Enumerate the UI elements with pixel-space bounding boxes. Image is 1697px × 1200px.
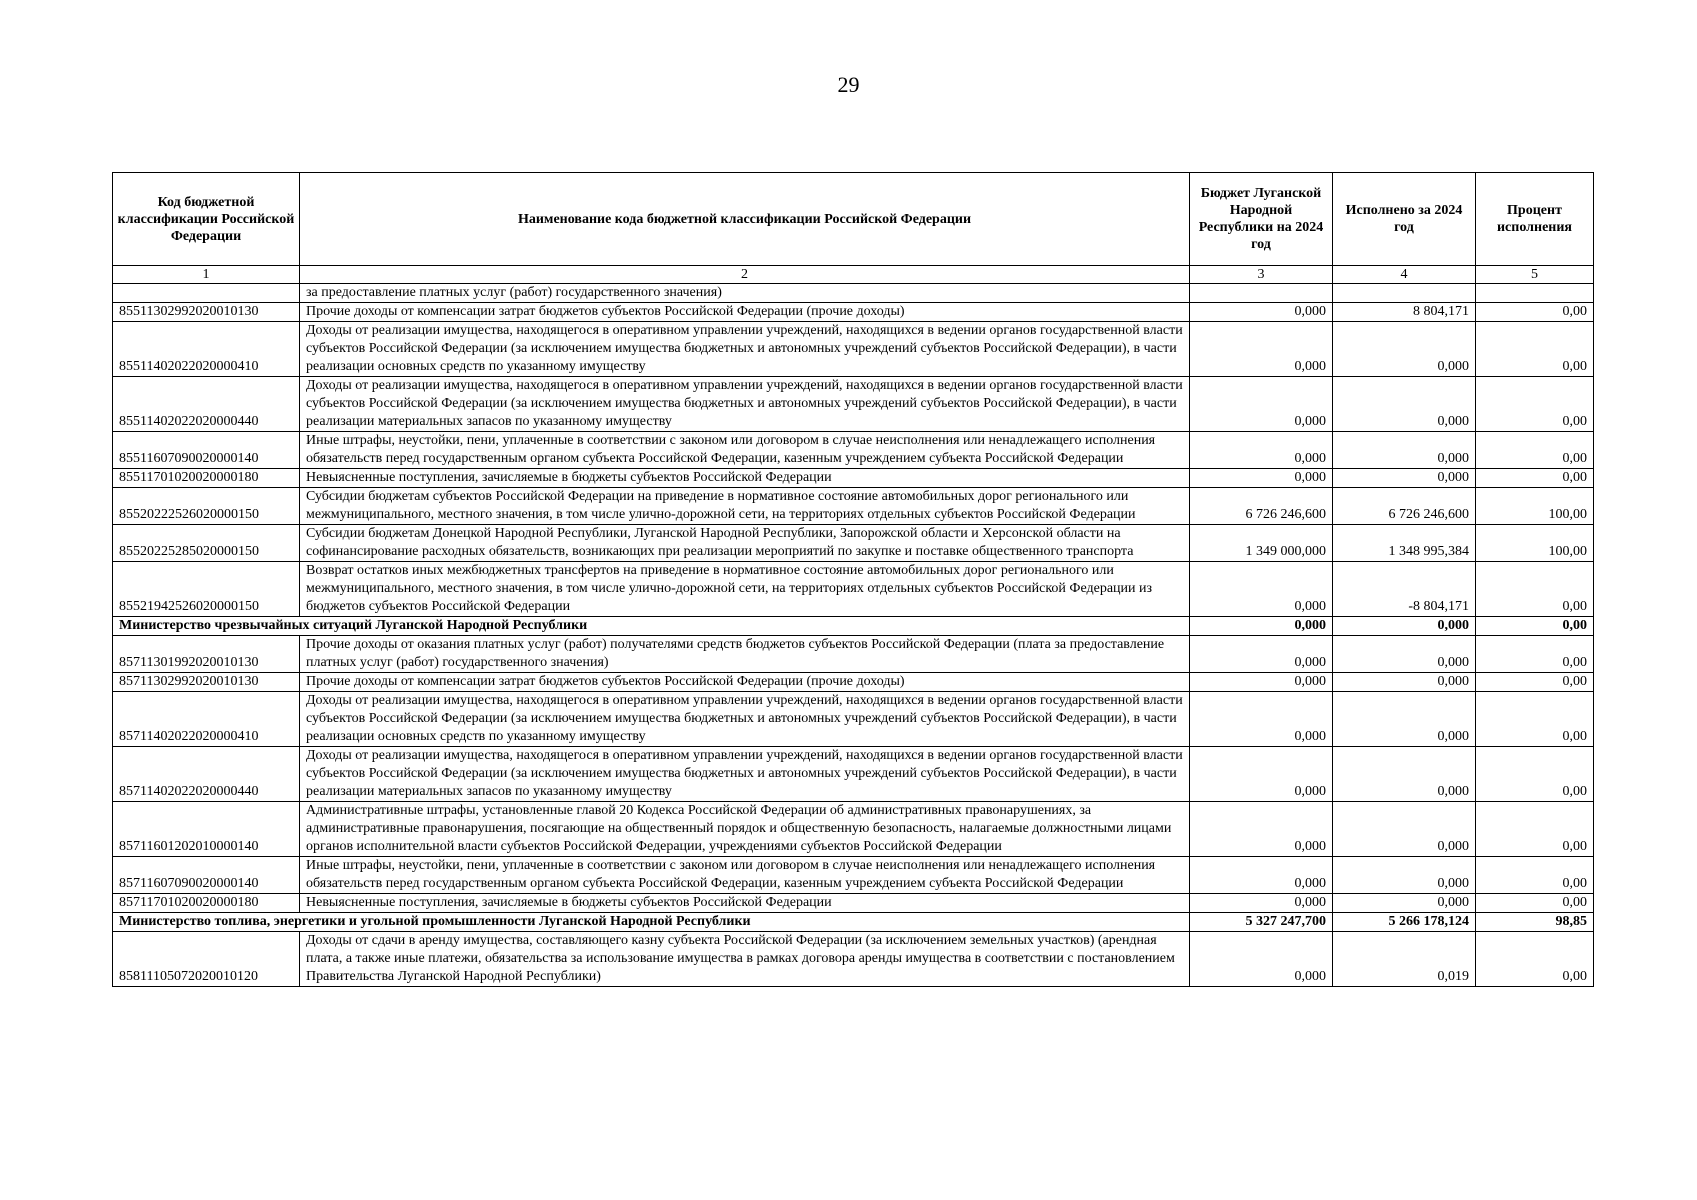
column-number: 1 [113, 266, 300, 284]
table-row [113, 636, 1594, 673]
name-cell: Иные штрафы, неустойки, пени, уплаченные в соответствии с законом или договором в случае неисполнения или ненадлежащего исполнения обязательств перед государственным органом субъекта Российской Федерации, казенным учреждением субъекта Российской Федерации [300, 857, 1190, 894]
column-number-row [113, 266, 1594, 284]
code-cell: 85511302992020010130 [113, 303, 300, 322]
percent-cell: 0,00 [1476, 673, 1594, 692]
executed-cell: 0,000 [1333, 636, 1476, 673]
column-number: 2 [300, 266, 1190, 284]
table-header-row [113, 173, 1594, 266]
table-row [113, 488, 1594, 525]
budget-cell: 0,000 [1190, 673, 1333, 692]
budget-cell: 0,000 [1190, 747, 1333, 802]
budget-cell: 0,000 [1190, 322, 1333, 377]
budget-cell: 1 349 000,000 [1190, 525, 1333, 562]
percent-cell: 0,00 [1476, 857, 1594, 894]
executed-cell: 0,000 [1333, 377, 1476, 432]
percent-cell: 0,00 [1476, 894, 1594, 913]
ministry-name-cell: Министерство топлива, энергетики и угольной промышленности Луганской Народной Республики [113, 913, 1190, 932]
percent-cell: 100,00 [1476, 488, 1594, 525]
column-number: 3 [1190, 266, 1333, 284]
code-cell: 85811105072020010120 [113, 932, 300, 987]
budget-cell: 0,000 [1190, 432, 1333, 469]
name-cell: Иные штрафы, неустойки, пени, уплаченные в соответствии с законом или договором в случае неисполнения или ненадлежащего исполнения обязательств перед государственным органом субъекта Российской Федерации, казенным учреждением субъекта Российской Федерации [300, 432, 1190, 469]
budget-cell: 0,000 [1190, 562, 1333, 617]
code-cell: 85711607090020000140 [113, 857, 300, 894]
code-cell: 85711601202010000140 [113, 802, 300, 857]
code-cell: 85520222526020000150 [113, 488, 300, 525]
table-row [113, 747, 1594, 802]
header-name: Наименование кода бюджетной классификации Российской Федерации [300, 173, 1190, 266]
name-cell: Невыясненные поступления, зачисляемые в бюджеты субъектов Российской Федерации [300, 894, 1190, 913]
percent-cell: 0,00 [1476, 617, 1594, 636]
header-executed: Исполнено за 2024 год [1333, 173, 1476, 266]
executed-cell: 0,000 [1333, 469, 1476, 488]
code-cell [113, 284, 300, 303]
code-cell: 85711402022020000410 [113, 692, 300, 747]
executed-cell: 0,000 [1333, 894, 1476, 913]
budget-cell: 0,000 [1190, 857, 1333, 894]
executed-cell: 0,000 [1333, 747, 1476, 802]
executed-cell: 0,019 [1333, 932, 1476, 987]
budget-cell: 0,000 [1190, 894, 1333, 913]
executed-cell: 5 266 178,124 [1333, 913, 1476, 932]
budget-cell: 6 726 246,600 [1190, 488, 1333, 525]
name-cell: Субсидии бюджетам субъектов Российской Федерации на приведение в нормативное состояние автомобильных дорог регионального или межмуниципального, местного значения, в том числе улично-дорожной сети, на территориях отдельных субъектов Российской Федерации [300, 488, 1190, 525]
name-cell: Невыясненные поступления, зачисляемые в бюджеты субъектов Российской Федерации [300, 469, 1190, 488]
name-cell: Доходы от реализации имущества, находящегося в оперативном управлении учреждений, находящихся в ведении органов государственной власти субъектов Российской Федерации (за исключением имущества бюджетных и автономных учреждений субъектов Российской Федерации), в части реализации материальных запасов по указанному имуществу [300, 747, 1190, 802]
code-cell: 85520225285020000150 [113, 525, 300, 562]
table-body [113, 284, 1594, 987]
executed-cell: 6 726 246,600 [1333, 488, 1476, 525]
executed-cell: 0,000 [1333, 673, 1476, 692]
budget-cell [1190, 284, 1333, 303]
name-cell: Субсидии бюджетам Донецкой Народной Республики, Луганской Народной Республики, Запорожской области и Херсонской области на софинансирование расходных обязательств, возникающих при реализации мероприятий по закупке и поставке общественного транспорта [300, 525, 1190, 562]
table-row [113, 432, 1594, 469]
budget-execution-table [112, 172, 1594, 987]
percent-cell: 0,00 [1476, 432, 1594, 469]
executed-cell: 0,000 [1333, 692, 1476, 747]
code-cell: 85511402022020000440 [113, 377, 300, 432]
ministry-row [113, 617, 1594, 636]
name-cell: за предоставление платных услуг (работ) государственного значения) [300, 284, 1190, 303]
table-row [113, 525, 1594, 562]
name-cell: Прочие доходы от компенсации затрат бюджетов субъектов Российской Федерации (прочие доходы) [300, 673, 1190, 692]
percent-cell: 0,00 [1476, 469, 1594, 488]
executed-cell [1333, 284, 1476, 303]
table-row [113, 562, 1594, 617]
name-cell: Доходы от реализации имущества, находящегося в оперативном управлении учреждений, находящихся в ведении органов государственной власти субъектов Российской Федерации (за исключением имущества бюджетных и автономных учреждений субъектов Российской Федерации), в части реализации основных средств по указанному имуществу [300, 322, 1190, 377]
header-code: Код бюджетной классификации Российской Федерации [113, 173, 300, 266]
percent-cell: 0,00 [1476, 322, 1594, 377]
ministry-name-cell: Министерство чрезвычайных ситуаций Луганской Народной Республики [113, 617, 1190, 636]
column-number: 4 [1333, 266, 1476, 284]
percent-cell: 0,00 [1476, 636, 1594, 673]
percent-cell: 0,00 [1476, 802, 1594, 857]
code-cell: 85521942526020000150 [113, 562, 300, 617]
executed-cell: 0,000 [1333, 617, 1476, 636]
budget-cell: 0,000 [1190, 303, 1333, 322]
name-cell: Возврат остатков иных межбюджетных трансфертов на приведение в нормативное состояние автомобильных дорог регионального или межмуниципального, местного значения, в том числе улично-дорожной сети, на территориях отдельных субъектов Российской Федерации из бюджетов субъектов Российской Федерации [300, 562, 1190, 617]
budget-cell: 0,000 [1190, 932, 1333, 987]
budget-cell: 0,000 [1190, 617, 1333, 636]
name-cell: Прочие доходы от оказания платных услуг (работ) получателями средств бюджетов субъектов Российской Федерации (плата за предоставление платных услуг (работ) государственного значения) [300, 636, 1190, 673]
executed-cell: 1 348 995,384 [1333, 525, 1476, 562]
name-cell: Прочие доходы от компенсации затрат бюджетов субъектов Российской Федерации (прочие доходы) [300, 303, 1190, 322]
code-cell: 85711402022020000440 [113, 747, 300, 802]
header-percent: Процент исполнения [1476, 173, 1594, 266]
budget-cell: 0,000 [1190, 692, 1333, 747]
percent-cell: 0,00 [1476, 692, 1594, 747]
budget-cell: 0,000 [1190, 377, 1333, 432]
name-cell: Доходы от реализации имущества, находящегося в оперативном управлении учреждений, находящихся в ведении органов государственной власти субъектов Российской Федерации (за исключением имущества бюджетных и автономных учреждений субъектов Российской Федерации), в части реализации материальных запасов по указанному имуществу [300, 377, 1190, 432]
table-row [113, 284, 1594, 303]
percent-cell [1476, 284, 1594, 303]
table-row [113, 673, 1594, 692]
table-row [113, 932, 1594, 987]
table-row [113, 802, 1594, 857]
budget-cell: 0,000 [1190, 469, 1333, 488]
executed-cell: 0,000 [1333, 802, 1476, 857]
budget-cell: 0,000 [1190, 802, 1333, 857]
code-cell: 85511402022020000410 [113, 322, 300, 377]
percent-cell: 100,00 [1476, 525, 1594, 562]
table-row [113, 692, 1594, 747]
name-cell: Доходы от сдачи в аренду имущества, составляющего казну субъекта Российской Федерации (за исключением земельных участков) (арендная плата, а также иные платежи, обязательства за использование имущества в рамках договора аренды имущества в соответствии с постановлением Правительства Луганской Народной Республики) [300, 932, 1190, 987]
percent-cell: 0,00 [1476, 562, 1594, 617]
name-cell: Административные штрафы, установленные главой 20 Кодекса Российской Федерации об административных правонарушениях, за административные правонарушения, посягающие на общественный порядок и общественную безопасность, налагаемые должностными лицами органов исполнительной власти субъектов Российской Федерации, учреждениями субъектов Российской Федерации [300, 802, 1190, 857]
table-row [113, 303, 1594, 322]
table-row [113, 469, 1594, 488]
percent-cell: 0,00 [1476, 303, 1594, 322]
table-row [113, 894, 1594, 913]
column-number: 5 [1476, 266, 1594, 284]
code-cell: 85511701020020000180 [113, 469, 300, 488]
table-row [113, 857, 1594, 894]
code-cell: 85711701020020000180 [113, 894, 300, 913]
code-cell: 85711301992020010130 [113, 636, 300, 673]
executed-cell: 0,000 [1333, 322, 1476, 377]
percent-cell: 0,00 [1476, 747, 1594, 802]
percent-cell: 0,00 [1476, 377, 1594, 432]
table-row [113, 377, 1594, 432]
executed-cell: 0,000 [1333, 857, 1476, 894]
code-cell: 85711302992020010130 [113, 673, 300, 692]
table-row [113, 322, 1594, 377]
page-number: 29 [837, 72, 860, 97]
ministry-row [113, 913, 1594, 932]
percent-cell: 98,85 [1476, 913, 1594, 932]
name-cell: Доходы от реализации имущества, находящегося в оперативном управлении учреждений, находящихся в ведении органов государственной власти субъектов Российской Федерации (за исключением имущества бюджетных и автономных учреждений субъектов Российской Федерации), в части реализации основных средств по указанному имуществу [300, 692, 1190, 747]
executed-cell: -8 804,171 [1333, 562, 1476, 617]
header-budget: Бюджет Луганской Народной Республики на 2024 год [1190, 173, 1333, 266]
percent-cell: 0,00 [1476, 932, 1594, 987]
executed-cell: 8 804,171 [1333, 303, 1476, 322]
budget-cell: 5 327 247,700 [1190, 913, 1333, 932]
code-cell: 85511607090020000140 [113, 432, 300, 469]
executed-cell: 0,000 [1333, 432, 1476, 469]
budget-cell: 0,000 [1190, 636, 1333, 673]
